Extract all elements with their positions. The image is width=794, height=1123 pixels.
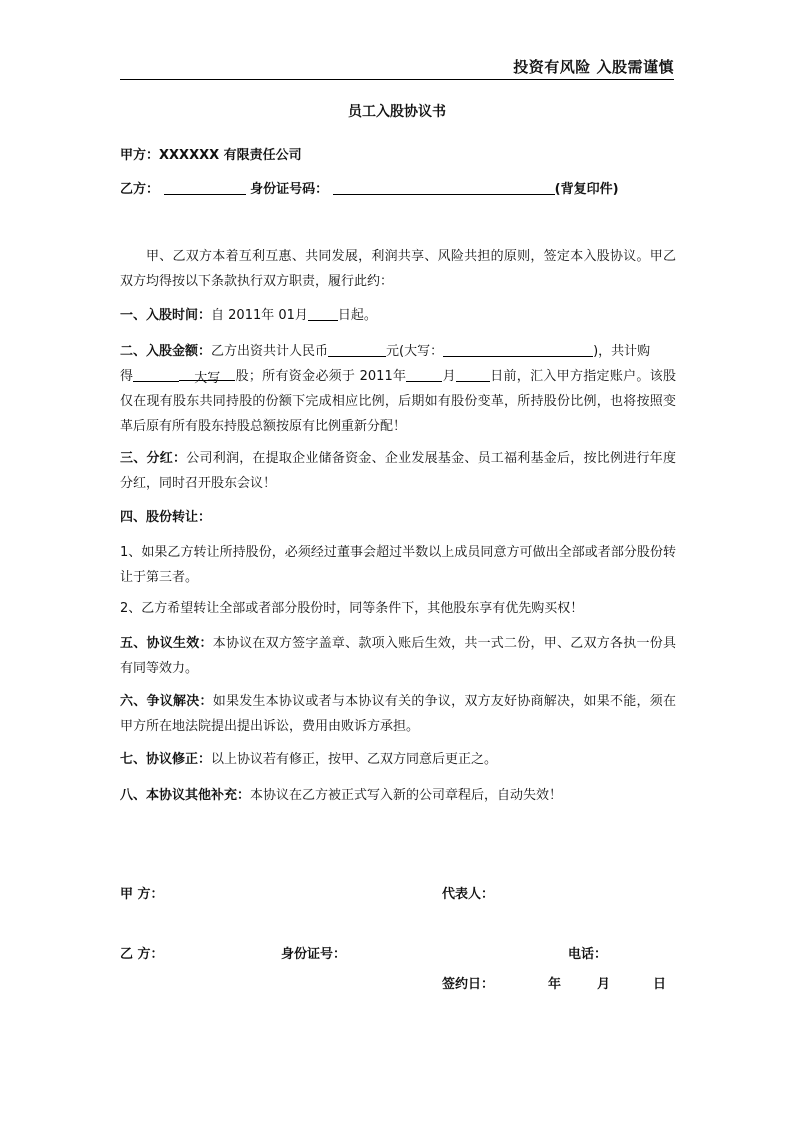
section-2-t4: 得 <box>120 369 134 384</box>
signature-date-label: 签约日： <box>442 977 495 992</box>
section-7-label: 七、协议修正： <box>120 752 212 767</box>
party-b-line <box>120 177 676 203</box>
section-7-text: 以上协议若有修正，按甲、乙双方同意后更正之。 <box>211 752 498 767</box>
section-3-text: 公司利润，在提取企业储备资金、企业发展基金、员工福利基金后，按比例进行年度分红，同时召开股东会议！ <box>120 451 676 491</box>
section-2-t1: 乙方出资共计人民币 <box>211 344 329 359</box>
section-5-label: 五、协议生效： <box>120 636 213 651</box>
section-2-t5: 大写 <box>194 371 221 386</box>
signature-party-a: 甲 方： <box>120 887 164 902</box>
section-2-t8: 日前，汇入甲方指定账户。该股仅在现有股东共同持股的份额下完成相应比例，后期如有股份变革，所持股份比例，也将按照变革后原有所有股东持股总额按原有比例重新分配！ <box>120 369 676 434</box>
amount-blank[interactable] <box>328 342 386 357</box>
section-8 <box>120 783 676 809</box>
section-8-text: 本协议在乙方被正式写入新的公司章程后，自动失效！ <box>250 788 563 803</box>
section-6 <box>120 689 676 739</box>
party-b-name-blank[interactable] <box>164 180 246 195</box>
party-b-id-label: 身份证号码： <box>250 182 329 197</box>
section-4-item-2: 2、乙方希望转让全部或者部分股份时，同等条件下，其他股东享有优先购买权！ <box>120 601 584 616</box>
section-2-label: 二、入股金额： <box>120 344 212 359</box>
party-a-label: 甲方： <box>120 148 160 163</box>
amount-uppercase-blank[interactable] <box>443 342 593 357</box>
party-b-id-blank[interactable] <box>333 180 555 195</box>
signature-phone: 电话： <box>568 947 608 962</box>
section-4-item-1: 1、如果乙方转让所持股份，必须经过董事会超过半数以上成员同意方可做出全部或者部分股份转让于第三者。 <box>120 545 676 585</box>
risk-notice: 投资有风险 入股需谨慎 <box>513 58 674 76</box>
month-blank[interactable] <box>406 367 442 382</box>
section-2-t2: 元(大写： <box>386 344 444 359</box>
section-2-body <box>120 364 676 439</box>
signature-id-number: 身份证号： <box>281 947 347 962</box>
section-2-t6: 股；所有资金必须于 2011年 <box>235 369 407 384</box>
section-1-label: 一、入股时间： <box>120 308 212 323</box>
section-1-text-a: 自 2011年 01月 <box>211 308 308 323</box>
section-7 <box>120 747 676 773</box>
party-b-copy-note: (背复印件) <box>554 182 619 197</box>
signature-month: 月 <box>597 977 611 992</box>
section-3 <box>120 446 676 496</box>
section-2-t7: 月 <box>442 369 456 384</box>
signature-year: 年 <box>548 977 562 992</box>
section-6-label: 六、争议解决： <box>120 694 213 709</box>
signature-representative: 代表人： <box>442 887 495 902</box>
document-title: 员工入股协议书 <box>348 104 446 120</box>
shares-blank[interactable] <box>133 367 179 382</box>
header-divider <box>120 79 674 80</box>
party-a-line <box>120 143 676 169</box>
intro-paragraph: 甲、乙双方本着互利互惠、共同发展，利润共享、风险共担的原则，签定本入股协议。甲乙双方均得按以下条款执行双方职责，履行此约： <box>120 249 676 289</box>
signature-party-b: 乙 方： <box>120 947 164 962</box>
section-4-heading: 四、股份转让： <box>120 510 212 525</box>
section-2-t3: )，共计购 <box>593 344 651 359</box>
section-1-day-blank[interactable] <box>308 306 338 321</box>
section-8-label: 八、本协议其他补充： <box>120 788 251 803</box>
shares-uppercase-blank[interactable] <box>179 366 235 386</box>
section-6-text: 如果发生本协议或者与本协议有关的争议，双方友好协商解决，如果不能，须在甲方所在地法院提出提出诉讼，费用由败诉方承担。 <box>120 694 676 734</box>
section-5-text: 本协议在双方签字盖章、款项入账后生效，共一式二份，甲、乙双方各执一份具有同等效力。 <box>120 636 676 676</box>
party-a-value: XXXXXX 有限责任公司 <box>159 148 302 163</box>
section-1-text-b: 日起。 <box>337 308 377 323</box>
signature-day: 日 <box>653 977 667 992</box>
section-5 <box>120 631 676 681</box>
section-1 <box>120 303 676 329</box>
section-2-line-1 <box>120 339 676 365</box>
day-blank[interactable] <box>456 367 490 382</box>
party-b-label: 乙方： <box>120 182 160 197</box>
section-3-label: 三、分红： <box>120 451 187 466</box>
